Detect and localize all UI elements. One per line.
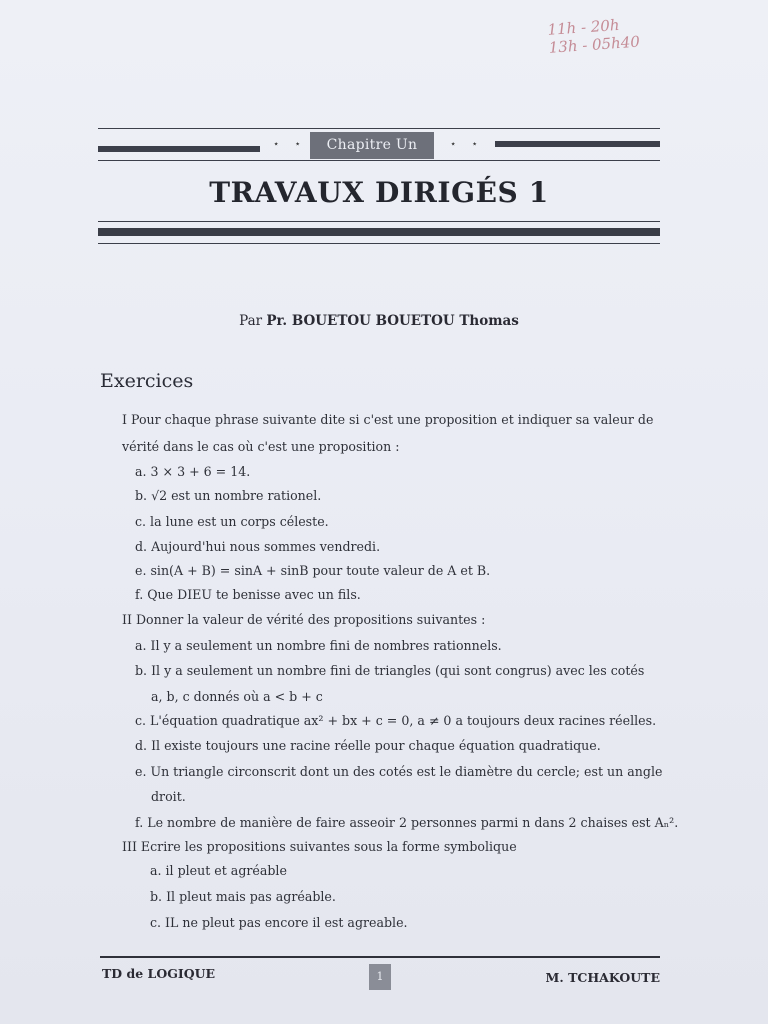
title-rule-bottom — [98, 243, 660, 244]
handwritten-line-1: 11h - 20h — [546, 15, 621, 39]
footer-rule — [100, 956, 660, 958]
exercise-line: a, b, c donnés où a < b + c — [151, 689, 323, 704]
exercise-line: II Donner la valeur de vérité des propositions suivantes : — [122, 612, 486, 627]
exercise-line: f. Que DIEU te benisse avec un fils. — [135, 587, 361, 602]
chapter-label: Chapitre Un — [310, 132, 434, 159]
header-stars-left: ⋆ ⋆ — [273, 139, 307, 150]
exercise-line: b. Il pleut mais pas agréable. — [150, 889, 336, 904]
section-title: Exercices — [100, 370, 194, 392]
exercise-line: c. IL ne pleut pas encore il est agreable. — [150, 915, 408, 930]
exercise-line: c. L'équation quadratique ax² + bx + c = 0, a ≠ 0 a toujours deux racines réelles. — [135, 713, 657, 728]
page-title: TRAVAUX DIRIGÉS 1 — [209, 176, 549, 209]
exercise-line: a. 3 × 3 + 6 = 14. — [135, 464, 251, 479]
author-line — [98, 313, 660, 329]
footer-teacher: M. TCHAKOUTE — [545, 970, 660, 985]
exercise-line: b. Il y a seulement un nombre fini de triangles (qui sont congrus) avec les cotés — [135, 663, 645, 678]
header-right-bar — [495, 141, 660, 147]
exercise-line: e. sin(A + B) = sinA + sinB pour toute valeur de A et B. — [135, 563, 491, 578]
header-bottom-rule — [98, 160, 660, 161]
header-left-bar — [98, 146, 260, 152]
exercise-line: droit. — [151, 789, 186, 804]
footer-course: TD de LOGIQUE — [102, 966, 216, 981]
exercise-line: b. √2 est un nombre rationel. — [135, 488, 322, 503]
exercise-line: III Ecrire les propositions suivantes sous la forme symbolique — [122, 839, 517, 854]
author-name: Pr. BOUETOU BOUETOU Thomas — [266, 313, 519, 329]
exercise-line: a. Il y a seulement un nombre fini de nombres rationnels. — [135, 638, 502, 653]
title-rule-top — [98, 221, 660, 222]
header-top-rule — [98, 128, 660, 129]
page-number: 1 — [369, 964, 391, 990]
exercise-line: c. la lune est un corps céleste. — [135, 514, 329, 529]
author-prefix: Par — [239, 313, 263, 329]
exercise-line: d. Aujourd'hui nous sommes vendredi. — [135, 539, 381, 554]
exercise-line: I Pour chaque phrase suivante dite si c'est une proposition et indiquer sa valeur de — [122, 412, 654, 427]
exercise-line: vérité dans le cas où c'est une proposition : — [122, 439, 400, 454]
title-rule-thick — [98, 228, 660, 236]
exercise-line: d. Il existe toujours une racine réelle pour chaque équation quadratique. — [135, 738, 601, 753]
exercise-line: e. Un triangle circonscrit dont un des cotés est le diamètre du cercle; est un angle — [135, 764, 663, 779]
exercise-line: a. il pleut et agréable — [150, 863, 287, 878]
exercise-line: f. Le nombre de manière de faire asseoir 2 personnes parmi n dans 2 chaises est Aₙ². — [135, 815, 679, 830]
handwritten-line-2: 13h - 05h40 — [548, 32, 641, 57]
header-stars-right: ⋆ ⋆ — [450, 139, 484, 150]
handwritten-note — [547, 11, 689, 57]
